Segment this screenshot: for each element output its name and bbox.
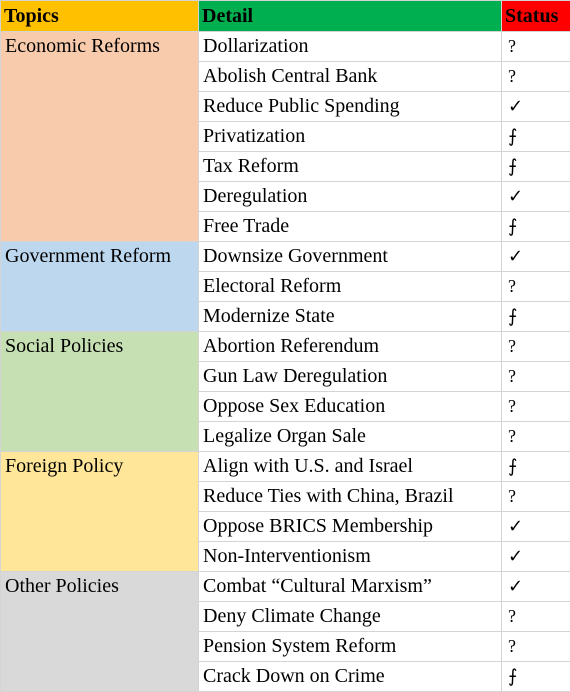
status-cell: ⨍ xyxy=(502,152,570,182)
status-cell: ? xyxy=(502,632,570,662)
detail-cell: Electoral Reform xyxy=(199,272,502,302)
detail-cell: Abortion Referendum xyxy=(199,332,502,362)
detail-cell: Oppose Sex Education xyxy=(199,392,502,422)
detail-cell: Reduce Ties with China, Brazil xyxy=(199,482,502,512)
status-cell: ⨍ xyxy=(502,452,570,482)
status-cell: ? xyxy=(502,362,570,392)
detail-cell: Non-Interventionism xyxy=(199,542,502,572)
status-cell: ⨍ xyxy=(502,122,570,152)
status-cell: ? xyxy=(502,392,570,422)
status-cell: ? xyxy=(502,272,570,302)
table-row xyxy=(1,242,570,272)
detail-cell: Gun Law Deregulation xyxy=(199,362,502,392)
detail-cell: Crack Down on Crime xyxy=(199,662,502,692)
detail-cell: Combat “Cultural Marxism” xyxy=(199,572,502,602)
detail-cell: Free Trade xyxy=(199,212,502,242)
detail-cell: Legalize Organ Sale xyxy=(199,422,502,452)
topic-cell: Government Reform xyxy=(1,242,199,332)
status-cell: ? xyxy=(502,422,570,452)
header-status: Status xyxy=(502,1,570,32)
status-cell: ? xyxy=(502,332,570,362)
detail-cell: Align with U.S. and Israel xyxy=(199,452,502,482)
header-detail: Detail xyxy=(199,1,502,32)
status-cell: ✓ xyxy=(502,92,570,122)
table-row xyxy=(1,32,570,62)
status-cell: ? xyxy=(502,482,570,512)
table-row xyxy=(1,572,570,602)
status-cell: ? xyxy=(502,602,570,632)
topic-cell: Other Policies xyxy=(1,572,199,692)
detail-cell: Downsize Government xyxy=(199,242,502,272)
detail-cell: Deny Climate Change xyxy=(199,602,502,632)
detail-cell: Modernize State xyxy=(199,302,502,332)
status-cell: ? xyxy=(502,62,570,92)
status-cell: ✓ xyxy=(502,182,570,212)
detail-cell: Reduce Public Spending xyxy=(199,92,502,122)
detail-cell: Abolish Central Bank xyxy=(199,62,502,92)
table-row xyxy=(1,332,570,362)
topic-cell: Economic Reforms xyxy=(1,32,199,242)
topic-cell: Social Policies xyxy=(1,332,199,452)
detail-cell: Tax Reform xyxy=(199,152,502,182)
table-row xyxy=(1,452,570,482)
topic-cell: Foreign Policy xyxy=(1,452,199,572)
detail-cell: Pension System Reform xyxy=(199,632,502,662)
detail-cell: Privatization xyxy=(199,122,502,152)
header-topics: Topics xyxy=(1,1,199,32)
table-body xyxy=(1,32,570,692)
status-cell: ✓ xyxy=(502,512,570,542)
status-cell: ⨍ xyxy=(502,302,570,332)
status-cell: ✓ xyxy=(502,572,570,602)
detail-cell: Dollarization xyxy=(199,32,502,62)
detail-cell: Oppose BRICS Membership xyxy=(199,512,502,542)
status-cell: ✓ xyxy=(502,542,570,572)
status-cell: ? xyxy=(502,32,570,62)
status-cell: ⨍ xyxy=(502,212,570,242)
status-cell: ⨍ xyxy=(502,662,570,692)
header-row xyxy=(1,1,570,32)
detail-cell: Deregulation xyxy=(199,182,502,212)
status-cell: ✓ xyxy=(502,242,570,272)
